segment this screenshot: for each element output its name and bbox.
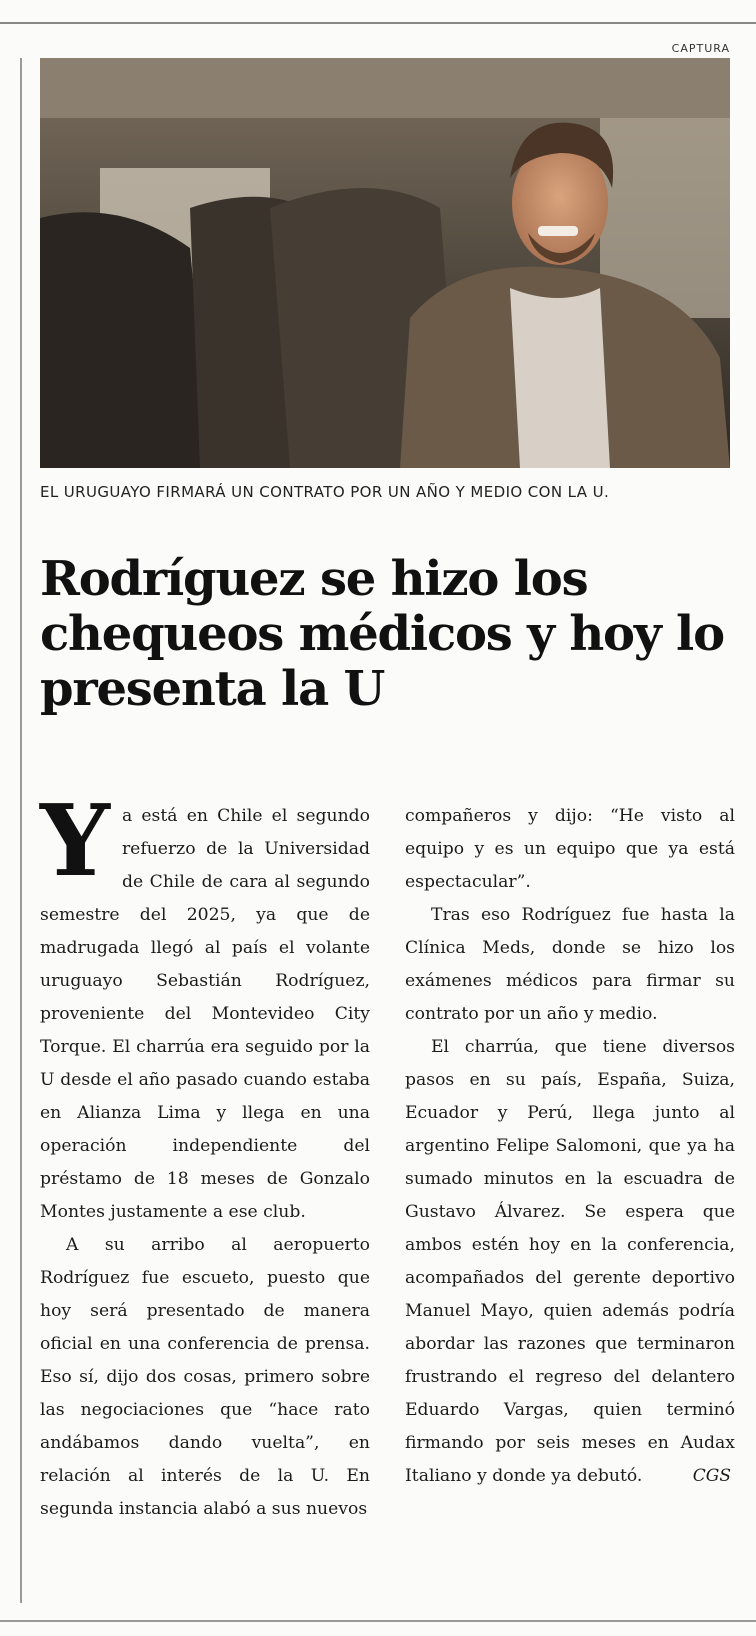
article-column-left bbox=[40, 784, 370, 1526]
bottom-rule bbox=[0, 1620, 756, 1622]
article-paragraph: Tras eso Rodríguez fue hasta la Clínica Meds, donde se hizo los exámenes médicos para firmar su contrato por un año y medio. bbox=[405, 905, 735, 1024]
article-paragraph: compañeros y dijo: “He visto al equipo y es un equipo que ya está espectacular”. bbox=[405, 806, 735, 892]
article-paragraph: A su arribo al aeropuerto Rodríguez fue escueto, puesto que hoy será presentado de manera oficial en una conferencia de prensa. Eso sí, dijo dos cosas, primero sobre las negociaciones que “hace rato andábamos dando vuelta”, en relación al interés de la U. En segunda instancia alabó a sus nuevos bbox=[40, 1235, 370, 1519]
author-signature: CGS bbox=[692, 1466, 731, 1486]
article-paragraph: El charrúa, que tiene diversos pasos en su país, España, Suiza, Ecuador y Perú, llega junto al argentino Felipe Salomoni, que ya ha sumado minutos en la escuadra de Gustavo Álvarez. Se espera que ambos estén hoy en la conferencia, acompañados del gerente deportivo Manuel Mayo, quien además podría abordar las razones que terminaron frustrando el regreso del delantero Eduardo Vargas, quien terminó firmando por seis meses en Audax Italiano y donde ya debutó. CGS bbox=[405, 1031, 735, 1493]
headline: Rodríguez se hizo los chequeos médicos y hoy lo presenta la U bbox=[40, 551, 724, 717]
top-rule bbox=[0, 22, 756, 24]
drop-cap: Y bbox=[40, 784, 110, 899]
photo-credit: CAPTURA bbox=[671, 42, 730, 55]
photo-caption: EL URUGUAYO FIRMARÁ UN CONTRATO POR UN AÑO Y MEDIO CON LA U. bbox=[40, 483, 610, 501]
article-column-right bbox=[405, 800, 735, 1493]
article-photo bbox=[40, 58, 730, 468]
column-rule bbox=[20, 58, 22, 1603]
article-paragraph: Ya está en Chile el segundo refuerzo de la Universidad de Chile de cara al segundo semestre del 2025, ya que de madrugada llegó al país el volante uruguayo Sebastián Rodríguez, proveniente del Montevideo City Torque. El charrúa era seguido por la U desde el año pasado cuando estaba en Alianza Lima y llega en una operación independiente del préstamo de 18 meses de Gonzalo Montes justamente a ese club. bbox=[40, 784, 370, 1222]
